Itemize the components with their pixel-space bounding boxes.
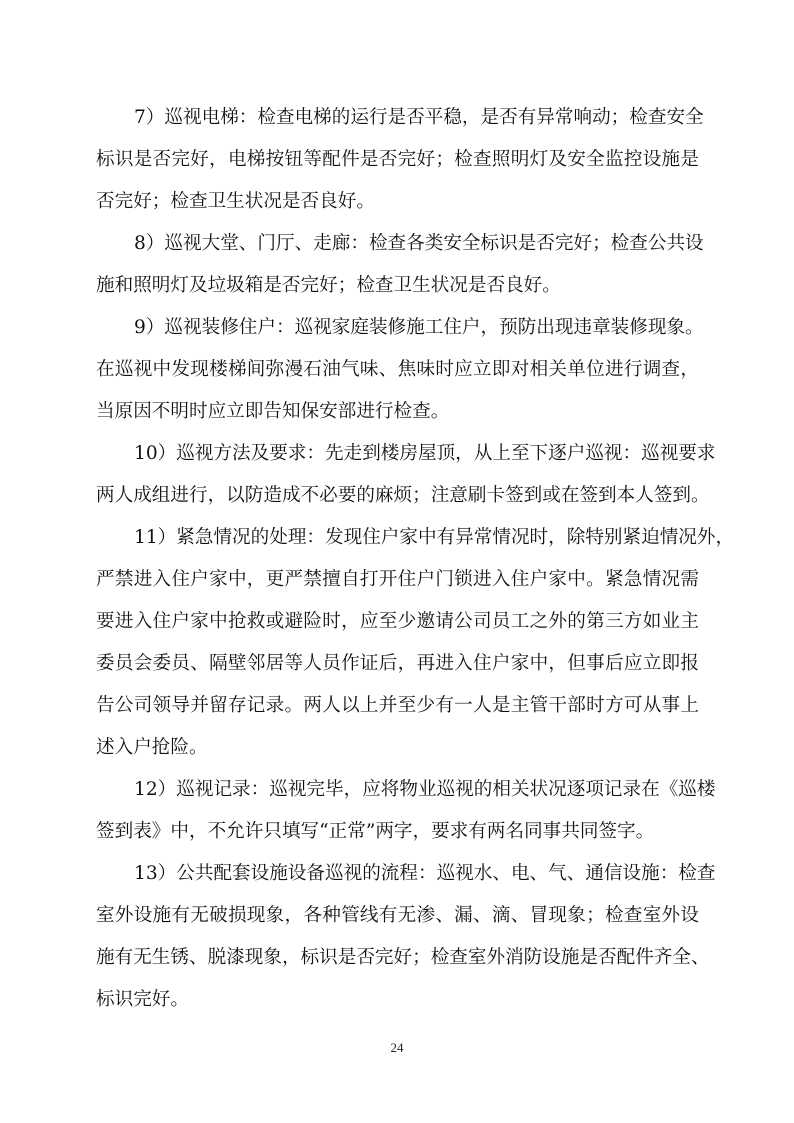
paragraph-9-renovation	[96, 307, 704, 433]
paragraph-line: 室外设施有无破损现象，各种管线有无渗、漏、滴、冒现象；检查室外设	[96, 905, 699, 926]
paragraph-line: 在巡视中发现楼梯间弥漫石油气味、焦味时应立即对相关单位进行调查，	[96, 359, 699, 380]
paragraph-line: 签到表》中，不允许只填写“正常”两字，要求有两名同事共同签字。	[96, 821, 655, 842]
paragraph-line: 严禁进入住户家中，更严禁擅自打开住户门锁进入住户家中。紧急情况需	[96, 569, 699, 590]
paragraph-line: 13）公共配套设施设备巡视的流程：巡视水、电、气、通信设施：检查	[134, 863, 716, 884]
paragraph-line: 施和照明灯及垃圾箱是否完好；检查卫生状况是否良好。	[96, 275, 561, 296]
paragraph-line: 告公司领导并留存记录。两人以上并至少有一人是主管干部时方可从事上	[96, 695, 699, 716]
paragraph-line: 两人成组进行，以防造成不必要的麻烦；注意刷卡签到或在签到本人签到。	[96, 485, 710, 506]
document-body	[96, 97, 735, 1021]
paragraph-line: 8）巡视大堂、门厅、走廊：检查各类安全标识是否完好；检查公共设	[134, 233, 704, 254]
paragraph-10-method	[96, 433, 716, 517]
paragraph-line: 当原因不明时应立即告知保安部进行检查。	[96, 401, 450, 422]
paragraph-line: 标识完好。	[96, 989, 189, 1010]
paragraph-line: 11）紧急情况的处理：发现住户家中有异常情况时，除特别紧迫情况外，	[134, 527, 735, 548]
paragraph-line: 10）巡视方法及要求：先走到楼房屋顶，从上至下逐户巡视：巡视要求	[134, 443, 716, 464]
paragraph-line: 委员会委员、隔壁邻居等人员作证后，再进入住户家中，但事后应立即报	[96, 653, 699, 674]
paragraph-13-facilities	[96, 853, 716, 1021]
paragraph-line: 述入户抢险。	[96, 737, 208, 758]
paragraph-11-emergency	[96, 517, 735, 769]
paragraph-line: 12）巡视记录：巡视完毕，应将物业巡视的相关状况逐项记录在《巡楼	[134, 779, 716, 800]
paragraph-8-lobby	[96, 223, 704, 307]
paragraph-line: 要进入住户家中抢救或避险时，应至少邀请公司员工之外的第三方如业主	[96, 611, 699, 632]
paragraph-7-elevator	[96, 97, 704, 223]
paragraph-line: 7）巡视电梯：检查电梯的运行是否平稳，是否有异常响动；检查安全	[134, 107, 704, 128]
paragraph-line: 施有无生锈、脱漆现象，标识是否完好；检查室外消防设施是否配件齐全、	[96, 947, 710, 968]
page-number: 24	[390, 1040, 404, 1055]
paragraph-12-records	[96, 769, 716, 853]
paragraph-line: 9）巡视装修住户：巡视家庭装修施工住户，预防出现违章装修现象。	[134, 317, 704, 338]
paragraph-line: 否完好；检查卫生状况是否良好。	[96, 191, 375, 212]
paragraph-line: 标识是否完好，电梯按钮等配件是否完好；检查照明灯及安全监控设施是	[96, 149, 699, 170]
